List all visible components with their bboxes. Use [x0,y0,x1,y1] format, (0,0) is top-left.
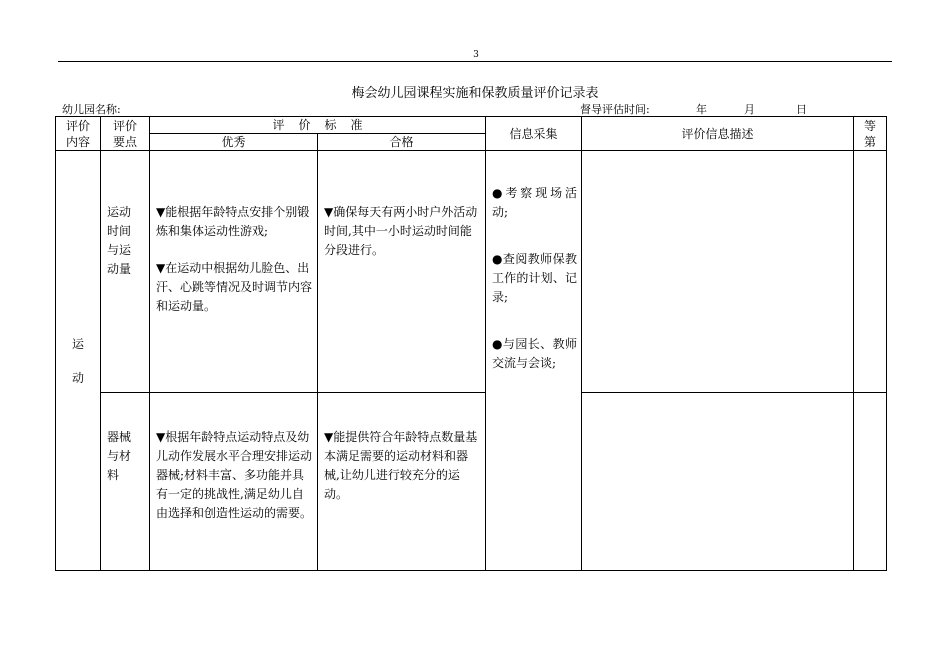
description-cell[interactable] [582,151,854,393]
category-char-2: 动 [71,370,84,385]
evaluation-table [55,116,887,571]
item-cell: 器械与材料 [101,392,150,570]
kindergarten-name-label: 幼儿园名称: [62,103,121,116]
document-title: 梅会幼儿园课程实施和保教质量评价记录表 [351,86,599,101]
page-number: 3 [473,50,479,60]
criterion-text: ▼根据年龄特点运动特点及幼儿动作发展水平合理安排运动器械;材料丰富、多功能并具有一定的挑战性,满足幼儿自由选择和创造性运动的需要。 [156,429,313,520]
header-rule [58,61,892,62]
info-collection-cell [486,151,582,571]
header-evaluation-points: 评价要点 [101,117,150,151]
info-item: ●查阅教师保教工作的计划、记录; [492,252,578,305]
item-cell: 运动时间与运动量 [101,151,150,393]
header-grade: 等第 [854,117,887,151]
year-label: 年 [696,103,707,116]
excellent-criteria-cell [150,151,318,393]
criterion-text: ▼能根据年龄特点安排个别锻炼和集体运动性游戏; [156,205,310,239]
grade-cell[interactable] [854,392,887,570]
category-char-1: 运 [71,336,84,351]
header-excellent: 优秀 [150,134,318,151]
info-item: ●与园长、教师交流与会谈; [492,337,578,371]
header-info-collection: 信息采集 [486,117,582,151]
header-evaluation-standard: 评价标准 [150,117,486,134]
header-qualified: 合格 [318,134,486,151]
criterion-text: ▼确保每天有两小时户外活动时间,其中一小时运动时间能分段进行。 [324,205,478,258]
category-cell [56,151,101,571]
header-evaluation-content: 评价内容 [56,117,101,151]
qualified-criteria-cell [318,151,486,393]
qualified-criteria-cell [318,392,486,570]
description-cell[interactable] [582,392,854,570]
excellent-criteria-cell [150,392,318,570]
day-label: 日 [796,103,807,116]
month-label: 月 [744,103,755,116]
criterion-text: ▼能提供符合年龄特点数量基本满足需要的运动材料和器械,让幼儿进行较充分的运动。 [324,429,478,501]
grade-cell[interactable] [854,151,887,393]
criterion-text: ▼在运动中根据幼儿脸色、出汗、心跳等情况及时调节内容和运动量。 [156,261,313,314]
header-evaluation-description: 评价信息描述 [582,117,854,151]
supervision-date-label: 督导评估时间: [580,103,650,116]
info-item: ●考察现场活动; [492,186,578,220]
